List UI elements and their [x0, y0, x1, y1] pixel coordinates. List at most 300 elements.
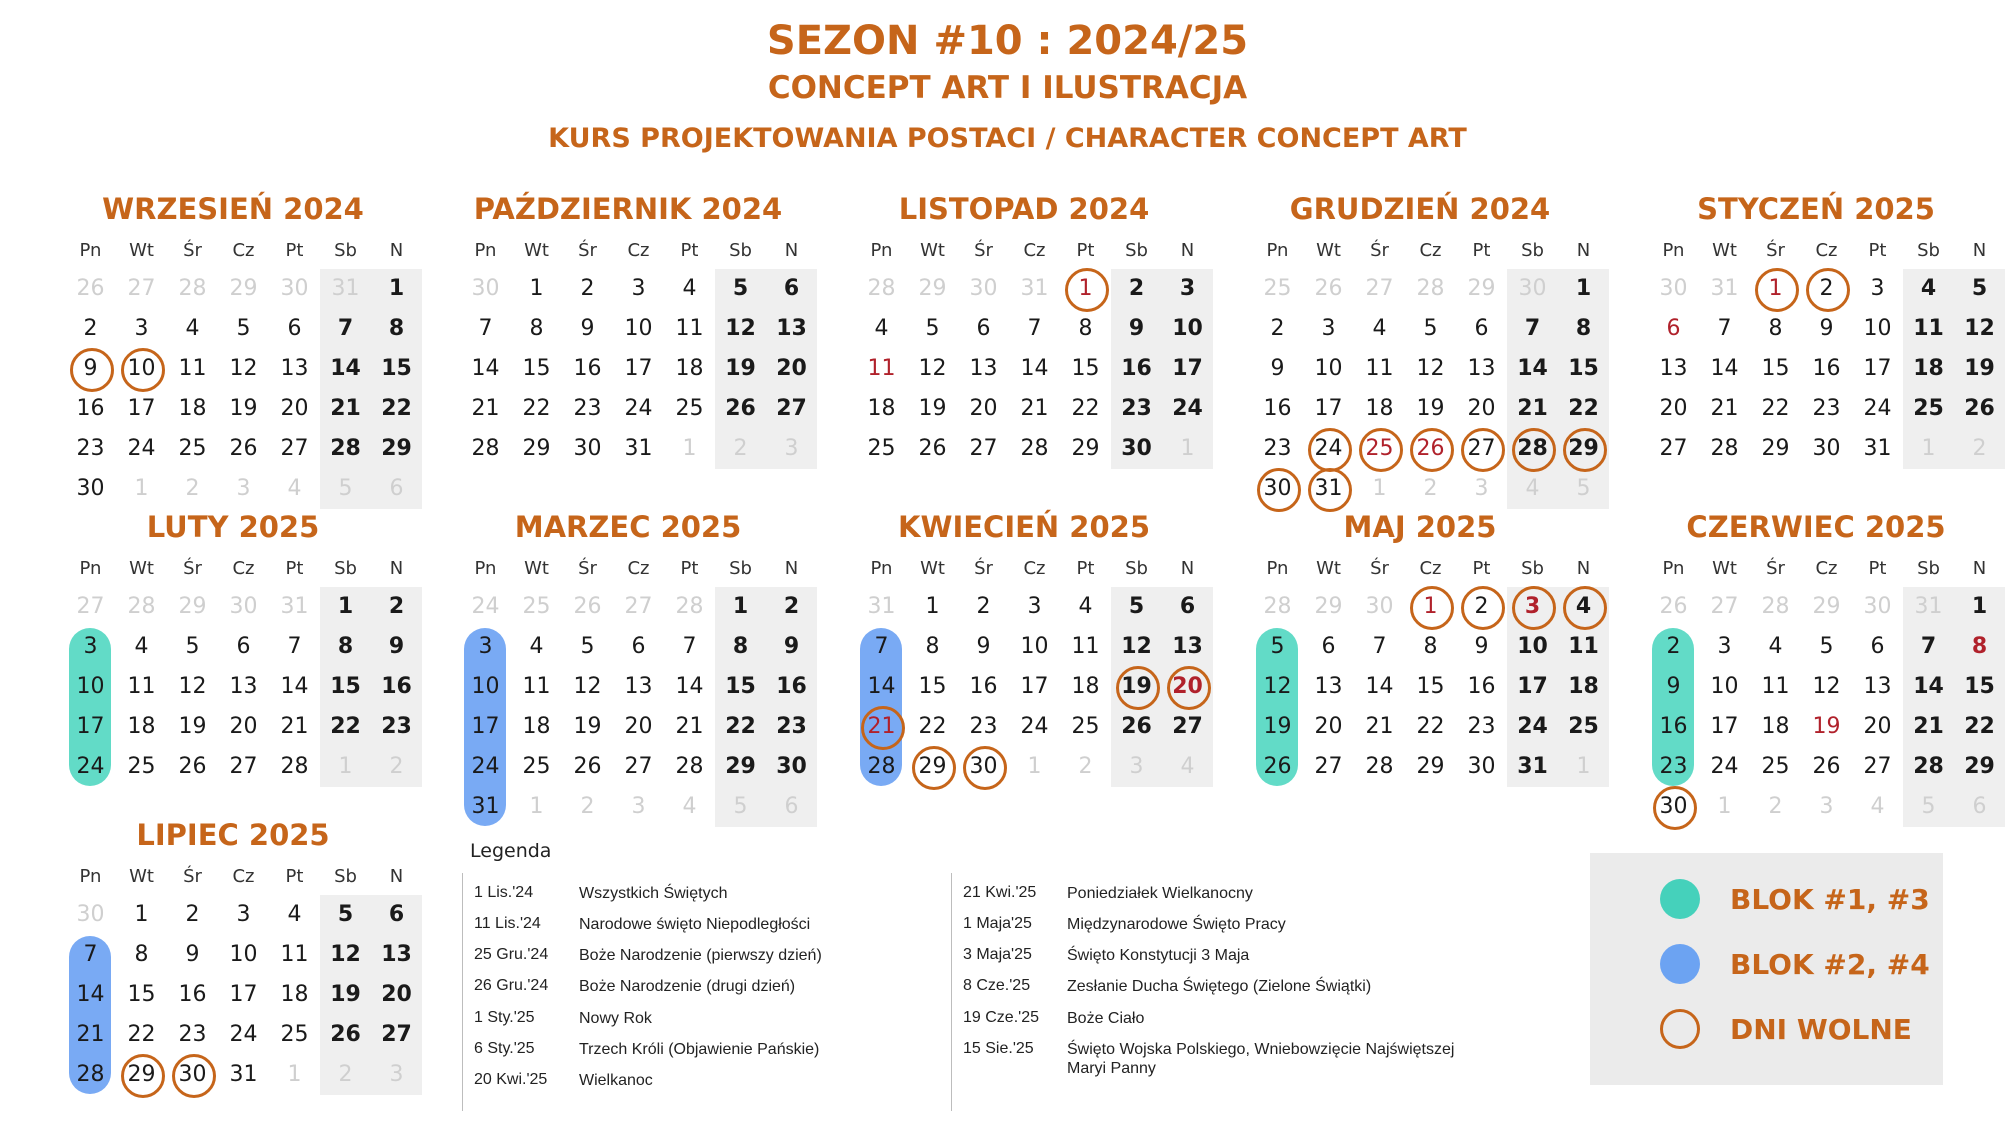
legend-holiday-name: Święto Konstytucji 3 Maja — [1067, 947, 1250, 964]
day-cell: 19 — [573, 714, 602, 739]
day-cell: 30 — [573, 436, 602, 461]
day-cell: 27 — [1456, 429, 1507, 469]
day-cell: 5 — [732, 276, 749, 301]
adjacent-month-day: 26 — [1314, 276, 1343, 301]
adjacent-month-day: 28 — [1416, 276, 1445, 301]
legend-holiday-name: Trzech Króli (Objawienie Pańskie) — [579, 1041, 820, 1058]
adjacent-month-day: 4 — [1525, 476, 1540, 501]
legend-holiday-name: Święto Wojska Polskiego, Wniebowzięcie Najświętszej Maryi Panny — [1067, 1041, 1455, 1077]
day-cell: 21 — [76, 1022, 105, 1047]
day-cell: 5 — [236, 316, 251, 341]
adjacent-month-day: 30 — [1863, 594, 1892, 619]
day-cell: 24 — [1863, 396, 1892, 421]
adjacent-month-day: 31 — [280, 594, 309, 619]
adjacent-month-day: 6 — [1972, 794, 1987, 819]
day-cell: 3 — [83, 634, 98, 659]
day-cell: 21 — [471, 396, 500, 421]
weekday-header: Pt — [1472, 558, 1491, 579]
day-cell: 12 — [725, 316, 756, 341]
legend-holiday-name: Boże Ciało — [1067, 1010, 1145, 1027]
day-cell: 16 — [573, 356, 602, 381]
day-cell: 1 — [134, 902, 149, 927]
day-cell: 6 — [287, 316, 302, 341]
month-title: MARZEC 2025 — [514, 510, 742, 544]
weekday-header: Pn — [1662, 240, 1685, 261]
month-title: LISTOPAD 2024 — [898, 192, 1150, 226]
weekday-header: Pt — [1076, 558, 1095, 579]
day-cell: 29 — [1964, 754, 1995, 779]
day-cell: 11 — [1071, 634, 1100, 659]
adjacent-month-day: 31 — [867, 594, 896, 619]
day-cell: 27 — [1659, 436, 1688, 461]
day-cell: 10 — [1710, 674, 1739, 699]
day-cell: 10 — [471, 674, 500, 699]
day-cell: 22 — [127, 1022, 156, 1047]
day-cell: 28 — [867, 754, 896, 779]
day-cell: 28 — [1710, 436, 1739, 461]
weekday-header: Śr — [1370, 240, 1389, 261]
legend-date: 1 Maja'25 — [963, 915, 1032, 932]
day-cell: 6 — [631, 634, 646, 659]
day-cell: 23 — [969, 714, 998, 739]
day-cell: 21 — [856, 707, 907, 747]
adjacent-month-day: 2 — [338, 1062, 353, 1087]
day-cell: 5 — [337, 902, 354, 927]
day-cell: 2 — [1456, 587, 1507, 627]
adjacent-month-day: 29 — [918, 276, 947, 301]
day-cell: 31 — [1863, 436, 1892, 461]
month-title: MAJ 2025 — [1343, 510, 1497, 544]
day-cell: 16 — [178, 982, 207, 1007]
adjacent-month-day: 2 — [1423, 476, 1438, 501]
month-calendar — [846, 510, 1216, 810]
day-cell: 17 — [1517, 674, 1548, 699]
day-cell: 23 — [76, 436, 105, 461]
weekday-header: Pt — [285, 866, 304, 887]
day-cell: 11 — [1568, 634, 1599, 659]
day-cell: 12 — [918, 356, 947, 381]
day-cell: 4 — [185, 316, 200, 341]
weekday-header: N — [784, 240, 799, 261]
legend-date: 6 Sty.'25 — [474, 1040, 535, 1057]
adjacent-month-day: 27 — [624, 594, 653, 619]
adjacent-month-day: 1 — [338, 754, 353, 779]
weekday-header: Sb — [729, 240, 752, 261]
day-cell: 27 — [1314, 754, 1343, 779]
weekday-header: Pn — [79, 240, 102, 261]
day-cell: 30 — [1812, 436, 1841, 461]
day-cell: 22 — [1071, 396, 1100, 421]
day-cell: 20 — [776, 356, 807, 381]
day-cell: 22 — [330, 714, 361, 739]
month-title: GRUDZIEŃ 2024 — [1289, 192, 1551, 226]
adjacent-month-day: 1 — [134, 476, 149, 501]
day-cell: 30 — [1121, 436, 1152, 461]
adjacent-month-day: 28 — [1761, 594, 1790, 619]
day-cell: 23 — [1121, 396, 1152, 421]
weekday-header: Pt — [1868, 240, 1887, 261]
day-cell: 24 — [76, 754, 105, 779]
day-cell: 22 — [1416, 714, 1445, 739]
day-cell: 12 — [1964, 316, 1995, 341]
adjacent-month-day: 30 — [471, 276, 500, 301]
day-cell: 13 — [1863, 674, 1892, 699]
weekday-header: N — [389, 558, 404, 579]
day-cell: 25 — [1913, 396, 1944, 421]
day-cell: 29 — [1071, 436, 1100, 461]
day-cell: 22 — [1964, 714, 1995, 739]
day-cell: 18 — [1071, 674, 1100, 699]
day-cell: 10 — [1172, 316, 1203, 341]
day-cell: 9 — [580, 316, 595, 341]
adjacent-month-day: 5 — [1576, 476, 1591, 501]
blue-dot-icon — [1660, 944, 1700, 984]
weekday-header: Śr — [974, 558, 993, 579]
day-cell: 13 — [1172, 634, 1203, 659]
day-cell: 12 — [178, 674, 207, 699]
day-cell: 2 — [976, 594, 991, 619]
day-cell: 29 — [522, 436, 551, 461]
day-cell: 22 — [381, 396, 412, 421]
day-cell: 8 — [1971, 634, 1988, 659]
day-cell: 4 — [1768, 634, 1783, 659]
adjacent-month-day: 3 — [1129, 754, 1144, 779]
weekday-header: Śr — [1370, 558, 1389, 579]
day-cell: 24 — [471, 754, 500, 779]
day-cell: 29 — [907, 747, 958, 787]
weekday-header: Pn — [79, 558, 102, 579]
day-cell: 26 — [1263, 754, 1292, 779]
adjacent-month-day: 3 — [784, 436, 799, 461]
weekday-header: Cz — [1023, 558, 1046, 579]
day-cell: 15 — [127, 982, 156, 1007]
weekday-header: Pn — [1266, 240, 1289, 261]
day-cell: 18 — [1913, 356, 1944, 381]
day-cell: 22 — [918, 714, 947, 739]
day-cell: 20 — [280, 396, 309, 421]
day-cell: 12 — [1121, 634, 1152, 659]
weekday-header: Wt — [1712, 558, 1737, 579]
day-cell: 29 — [725, 754, 756, 779]
day-cell: 21 — [1365, 714, 1394, 739]
adjacent-month-day: 5 — [1921, 794, 1936, 819]
legend-holiday-name: Poniedziałek Wielkanocny — [1067, 885, 1253, 902]
weekday-header: Cz — [1023, 240, 1046, 261]
day-cell: 30 — [167, 1055, 218, 1095]
adjacent-month-day: 28 — [675, 594, 704, 619]
weekday-header: Śr — [974, 240, 993, 261]
day-cell: 16 — [1467, 674, 1496, 699]
day-cell: 3 — [1507, 587, 1558, 627]
day-cell: 7 — [287, 634, 302, 659]
day-cell: 20 — [381, 982, 412, 1007]
day-cell: 22 — [522, 396, 551, 421]
day-cell: 14 — [675, 674, 704, 699]
day-cell: 6 — [1321, 634, 1336, 659]
day-cell: 27 — [1172, 714, 1203, 739]
day-cell: 5 — [1128, 594, 1145, 619]
day-cell: 1 — [732, 594, 749, 619]
adjacent-month-day: 3 — [389, 1062, 404, 1087]
adjacent-month-day: 26 — [1659, 594, 1688, 619]
day-cell: 28 — [471, 436, 500, 461]
adjacent-month-day: 30 — [1365, 594, 1394, 619]
weekday-header: Wt — [920, 240, 945, 261]
weekday-header: Pn — [79, 866, 102, 887]
day-cell: 7 — [1372, 634, 1387, 659]
day-cell: 6 — [1870, 634, 1885, 659]
day-cell: 31 — [471, 794, 500, 819]
day-cell: 16 — [76, 396, 105, 421]
day-cell: 18 — [127, 714, 156, 739]
day-cell: 17 — [229, 982, 258, 1007]
adjacent-month-day: 29 — [1812, 594, 1841, 619]
day-cell: 6 — [976, 316, 991, 341]
adjacent-month-day: 1 — [529, 794, 544, 819]
adjacent-month-day: 1 — [1576, 754, 1591, 779]
day-cell: 19 — [1964, 356, 1995, 381]
day-cell: 26 — [573, 754, 602, 779]
day-cell: 26 — [229, 436, 258, 461]
day-cell: 27 — [969, 436, 998, 461]
day-cell: 25 — [1354, 429, 1405, 469]
adjacent-month-day: 28 — [127, 594, 156, 619]
weekday-header: Śr — [183, 558, 202, 579]
weekday-header: Cz — [627, 558, 650, 579]
day-cell: 28 — [280, 754, 309, 779]
day-cell: 2 — [1666, 634, 1681, 659]
day-cell: 5 — [580, 634, 595, 659]
day-cell: 26 — [918, 436, 947, 461]
weekday-header: Cz — [232, 558, 255, 579]
day-cell: 15 — [381, 356, 412, 381]
adjacent-month-day: 2 — [1078, 754, 1093, 779]
day-cell: 12 — [1263, 674, 1292, 699]
day-cell: 3 — [1321, 316, 1336, 341]
month-calendar — [55, 510, 425, 810]
day-cell: 23 — [178, 1022, 207, 1047]
day-cell: 14 — [76, 982, 105, 1007]
month-calendar — [450, 192, 820, 492]
day-cell: 7 — [874, 634, 889, 659]
adjacent-month-day: 31 — [1710, 276, 1739, 301]
day-cell: 6 — [388, 902, 405, 927]
day-cell: 10 — [624, 316, 653, 341]
day-cell: 2 — [580, 276, 595, 301]
weekday-header: Sb — [1521, 558, 1544, 579]
day-cell: 6 — [783, 276, 800, 301]
month-calendar — [450, 510, 820, 819]
weekday-header: N — [1180, 558, 1195, 579]
day-cell: 5 — [925, 316, 940, 341]
adjacent-month-day: 29 — [229, 276, 258, 301]
day-cell: 3 — [478, 634, 493, 659]
day-cell: 26 — [330, 1022, 361, 1047]
day-cell: 13 — [280, 356, 309, 381]
day-cell: 17 — [127, 396, 156, 421]
adjacent-month-day: 28 — [867, 276, 896, 301]
day-cell: 3 — [631, 276, 646, 301]
day-cell: 30 — [776, 754, 807, 779]
weekday-header: Pt — [1472, 240, 1491, 261]
adjacent-month-day: 30 — [1518, 276, 1547, 301]
day-cell: 19 — [178, 714, 207, 739]
day-cell: 27 — [1863, 754, 1892, 779]
day-cell: 31 — [1303, 469, 1354, 509]
day-cell: 27 — [229, 754, 258, 779]
day-cell: 21 — [1710, 396, 1739, 421]
weekday-header: Śr — [183, 240, 202, 261]
legend-date: 8 Cze.'25 — [963, 977, 1031, 994]
adjacent-month-day: 31 — [331, 276, 360, 301]
day-cell: 23 — [381, 714, 412, 739]
day-cell: 14 — [471, 356, 500, 381]
day-cell: 30 — [76, 476, 105, 501]
day-cell: 23 — [1812, 396, 1841, 421]
day-cell: 28 — [330, 436, 361, 461]
adjacent-month-day: 30 — [969, 276, 998, 301]
day-cell: 24 — [1303, 429, 1354, 469]
day-cell: 11 — [675, 316, 704, 341]
day-cell: 11 — [1761, 674, 1790, 699]
legend-holiday-name: Nowy Rok — [579, 1010, 652, 1027]
day-cell: 24 — [1517, 714, 1548, 739]
day-cell: 30 — [1648, 787, 1699, 827]
weekday-header: Cz — [627, 240, 650, 261]
weekday-header: N — [1576, 558, 1591, 579]
day-cell: 20 — [1467, 396, 1496, 421]
day-cell: 26 — [1121, 714, 1152, 739]
day-cell: 16 — [1659, 714, 1688, 739]
day-cell: 15 — [918, 674, 947, 699]
day-cell: 24 — [624, 396, 653, 421]
day-cell: 27 — [381, 1022, 412, 1047]
weekday-header: N — [784, 558, 799, 579]
weekday-header: Cz — [1815, 240, 1838, 261]
day-cell: 20 — [1162, 667, 1213, 707]
day-cell: 4 — [682, 276, 697, 301]
day-cell: 4 — [134, 634, 149, 659]
day-cell: 24 — [127, 436, 156, 461]
day-cell: 18 — [522, 714, 551, 739]
day-cell: 20 — [969, 396, 998, 421]
day-cell: 17 — [1172, 356, 1203, 381]
color-key: BLOK #1, #3 BLOK #2, #4 DNI WOLNE — [1590, 853, 1943, 1085]
adjacent-month-day: 31 — [1914, 594, 1943, 619]
weekday-header: Pn — [1662, 558, 1685, 579]
day-cell: 27 — [280, 436, 309, 461]
weekday-header: Wt — [524, 558, 549, 579]
legend-date: 15 Sie.'25 — [963, 1040, 1034, 1057]
day-cell: 21 — [280, 714, 309, 739]
adjacent-month-day: 26 — [573, 594, 602, 619]
day-cell: 27 — [776, 396, 807, 421]
day-cell: 26 — [725, 396, 756, 421]
day-cell: 19 — [1416, 396, 1445, 421]
adjacent-month-day: 1 — [1027, 754, 1042, 779]
day-cell: 10 — [1020, 634, 1049, 659]
adjacent-month-day: 3 — [1819, 794, 1834, 819]
day-cell: 7 — [337, 316, 354, 341]
day-cell: 19 — [1263, 714, 1292, 739]
day-cell: 2 — [388, 594, 405, 619]
day-cell: 18 — [1761, 714, 1790, 739]
weekday-header: N — [1972, 558, 1987, 579]
day-cell: 20 — [1863, 714, 1892, 739]
adjacent-month-day: 25 — [1263, 276, 1292, 301]
day-cell: 29 — [1761, 436, 1790, 461]
day-cell: 13 — [381, 942, 412, 967]
day-cell: 28 — [675, 754, 704, 779]
day-cell: 23 — [573, 396, 602, 421]
adjacent-month-day: 4 — [287, 476, 302, 501]
weekday-header: Pt — [285, 240, 304, 261]
weekday-header: Sb — [1125, 240, 1148, 261]
day-cell: 8 — [1078, 316, 1093, 341]
adjacent-month-day: 2 — [389, 754, 404, 779]
weekday-header: Cz — [1815, 558, 1838, 579]
weekday-header: Sb — [1125, 558, 1148, 579]
day-cell: 10 — [76, 674, 105, 699]
day-cell: 18 — [867, 396, 896, 421]
month-title: PAŹDZIERNIK 2024 — [473, 192, 783, 226]
adjacent-month-day: 2 — [1768, 794, 1783, 819]
weekday-header: Śr — [578, 240, 597, 261]
day-cell: 1 — [1060, 269, 1111, 309]
day-cell: 25 — [522, 754, 551, 779]
legend-holiday-name: Boże Narodzenie (pierwszy dzień) — [579, 947, 822, 964]
weekday-header: N — [389, 240, 404, 261]
weekday-header: Wt — [1316, 240, 1341, 261]
day-cell: 25 — [280, 1022, 309, 1047]
day-cell: 2 — [1128, 276, 1145, 301]
day-cell: 23 — [1263, 436, 1292, 461]
day-cell: 24 — [1172, 396, 1203, 421]
legend-holiday-name: Narodowe święto Niepodległości — [579, 916, 811, 933]
day-cell: 10 — [116, 349, 167, 389]
day-cell: 4 — [529, 634, 544, 659]
day-cell: 1 — [1750, 269, 1801, 309]
month-calendar — [846, 192, 1216, 492]
day-cell: 13 — [1314, 674, 1343, 699]
day-cell: 21 — [1517, 396, 1548, 421]
adjacent-month-day: 5 — [733, 794, 748, 819]
day-cell: 17 — [471, 714, 500, 739]
weekday-header: Wt — [1316, 558, 1341, 579]
adjacent-month-day: 3 — [236, 476, 251, 501]
day-cell: 29 — [1558, 429, 1609, 469]
day-cell: 23 — [1659, 754, 1688, 779]
day-cell: 28 — [1020, 436, 1049, 461]
day-cell: 17 — [1710, 714, 1739, 739]
day-cell: 15 — [1071, 356, 1100, 381]
day-cell: 17 — [1863, 356, 1892, 381]
weekday-header: N — [389, 866, 404, 887]
teal-dot-icon — [1660, 879, 1700, 919]
day-cell: 25 — [1761, 754, 1790, 779]
day-cell: 5 — [1423, 316, 1438, 341]
day-cell: 1 — [529, 276, 544, 301]
day-cell: 8 — [529, 316, 544, 341]
day-cell: 4 — [1920, 276, 1937, 301]
day-cell: 30 — [1467, 754, 1496, 779]
day-cell: 1 — [1405, 587, 1456, 627]
day-cell: 15 — [1761, 356, 1790, 381]
legend-date: 19 Cze.'25 — [963, 1009, 1039, 1026]
day-cell: 8 — [337, 634, 354, 659]
legend-date: 25 Gru.'24 — [474, 946, 549, 963]
day-cell: 15 — [1964, 674, 1995, 699]
